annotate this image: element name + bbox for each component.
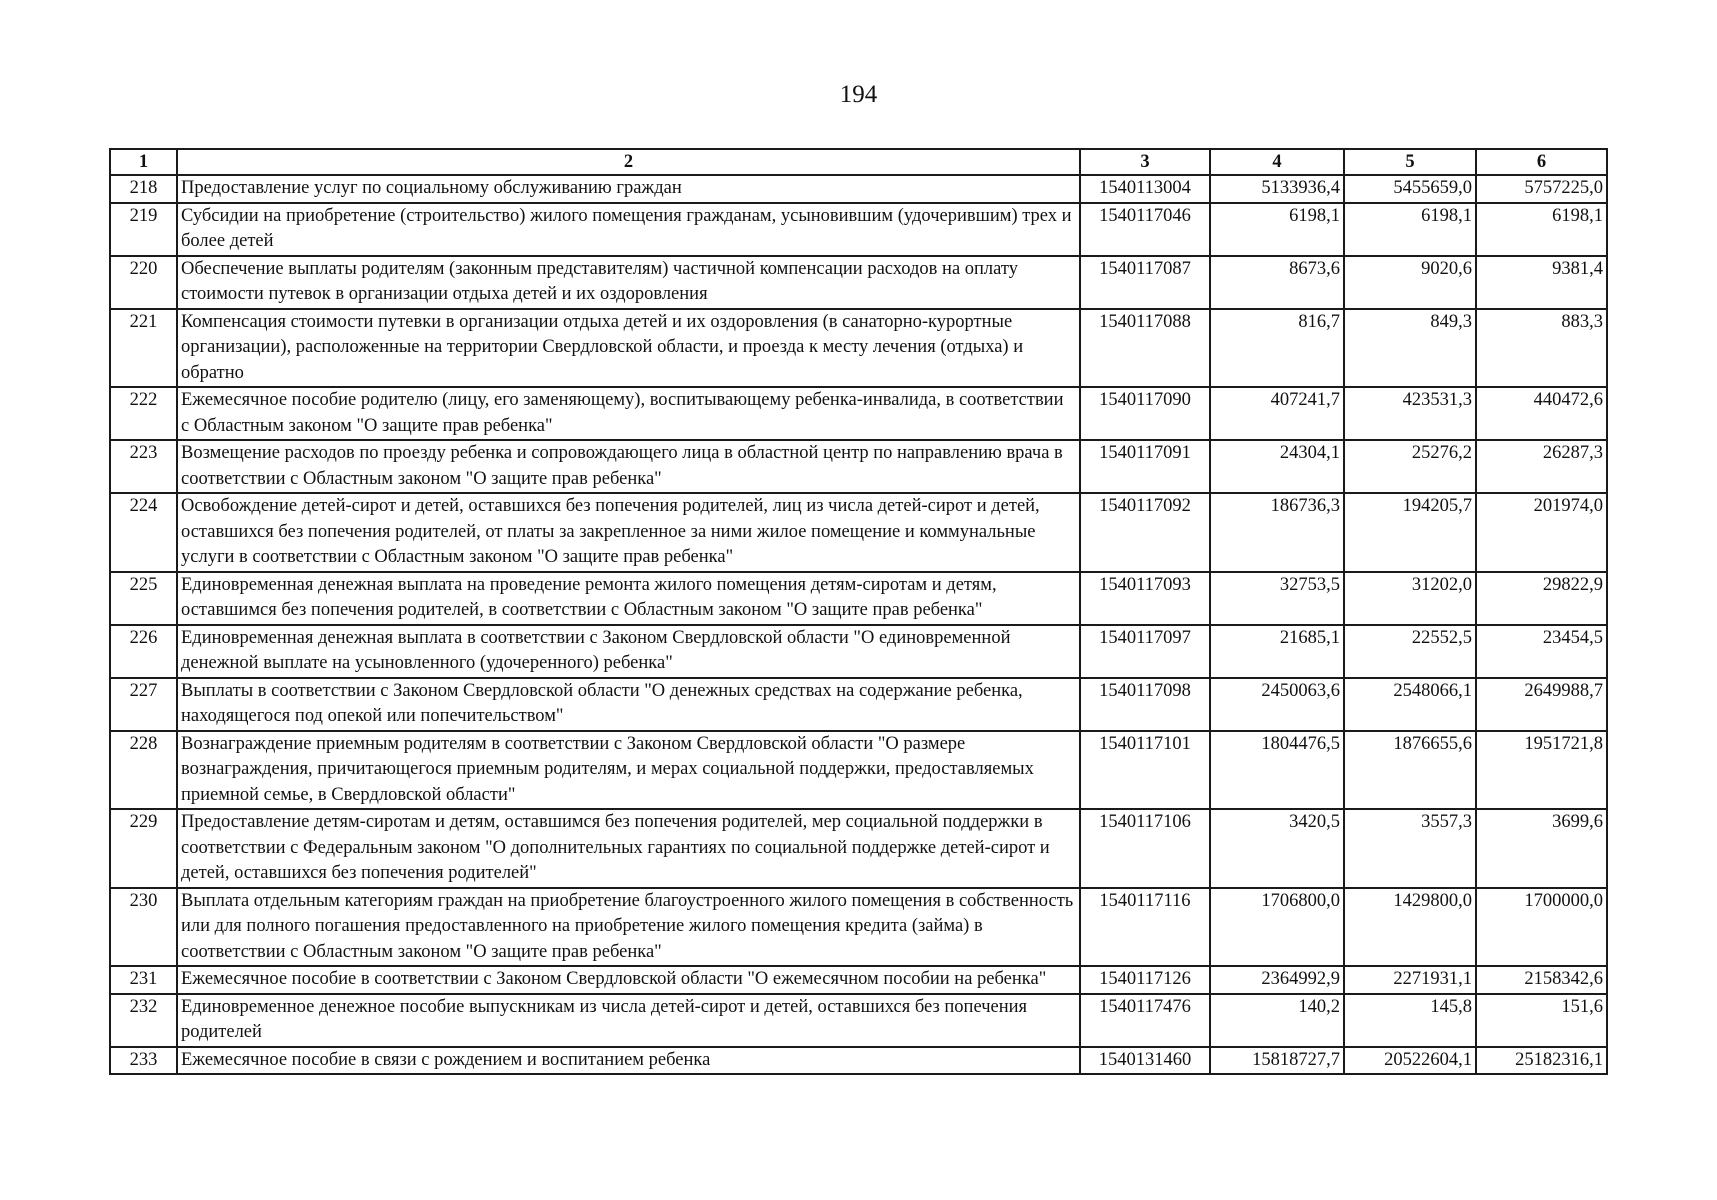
table-row — [110, 309, 1607, 388]
table-row — [110, 678, 1607, 731]
row-code: 1540117087 — [1080, 256, 1210, 309]
row-value-col5: 1429800,0 — [1344, 888, 1476, 967]
row-code: 1540117088 — [1080, 309, 1210, 388]
row-code: 1540117476 — [1080, 994, 1210, 1047]
row-value-col6: 5757225,0 — [1476, 175, 1607, 203]
row-description: Ежемесячное пособие в соответствии с Законом Свердловской области "О ежемесячном пособии на ребенка" — [177, 966, 1080, 994]
row-value-col6: 23454,5 — [1476, 625, 1607, 678]
header-col-4: 4 — [1210, 149, 1344, 175]
row-value-col5: 5455659,0 — [1344, 175, 1476, 203]
table-body — [110, 175, 1607, 1074]
header-col-2: 2 — [177, 149, 1080, 175]
row-number: 221 — [110, 309, 177, 388]
row-value-col5: 25276,2 — [1344, 440, 1476, 493]
row-description: Возмещение расходов по проезду ребенка и сопровождающего лица в областной центр по направлению врача в соответствии с Областным законом "О защите прав ребенка" — [177, 440, 1080, 493]
row-description: Ежемесячное пособие родителю (лицу, его заменяющему), воспитывающему ребенка-инвалида, в соответствии с Областным законом "О защите прав ребенка" — [177, 387, 1080, 440]
table-row — [110, 994, 1607, 1047]
row-value-col6: 883,3 — [1476, 309, 1607, 388]
table-header — [110, 149, 1607, 175]
row-number: 227 — [110, 678, 177, 731]
row-value-col5: 849,3 — [1344, 309, 1476, 388]
table-row — [110, 493, 1607, 572]
row-code: 1540117090 — [1080, 387, 1210, 440]
row-value-col4: 816,7 — [1210, 309, 1344, 388]
row-value-col4: 5133936,4 — [1210, 175, 1344, 203]
row-description: Обеспечение выплаты родителям (законным представителям) частичной компенсации расходов на оплату стоимости путевок в организации отдыха детей и их оздоровления — [177, 256, 1080, 309]
row-value-col6: 151,6 — [1476, 994, 1607, 1047]
table-row — [110, 888, 1607, 967]
row-value-col6: 1951721,8 — [1476, 731, 1607, 810]
header-row — [110, 149, 1607, 175]
row-number: 231 — [110, 966, 177, 994]
row-value-col5: 145,8 — [1344, 994, 1476, 1047]
table-row — [110, 440, 1607, 493]
row-value-col4: 24304,1 — [1210, 440, 1344, 493]
header-col-3: 3 — [1080, 149, 1210, 175]
row-value-col5: 9020,6 — [1344, 256, 1476, 309]
row-value-col5: 1876655,6 — [1344, 731, 1476, 810]
row-value-col5: 22552,5 — [1344, 625, 1476, 678]
row-code: 1540117092 — [1080, 493, 1210, 572]
row-value-col4: 186736,3 — [1210, 493, 1344, 572]
row-value-col4: 3420,5 — [1210, 809, 1344, 888]
row-value-col4: 2364992,9 — [1210, 966, 1344, 994]
row-value-col6: 29822,9 — [1476, 572, 1607, 625]
table-row — [110, 731, 1607, 810]
row-description: Предоставление детям-сиротам и детям, оставшимся без попечения родителей, мер социальной поддержки в соответствии с Федеральным законом "О дополнительных гарантиях по социальной поддержке детей-сирот и детей, оставшихся без попечения родителей" — [177, 809, 1080, 888]
row-value-col5: 2271931,1 — [1344, 966, 1476, 994]
row-code: 1540117093 — [1080, 572, 1210, 625]
row-value-col6: 2649988,7 — [1476, 678, 1607, 731]
row-description: Ежемесячное пособие в связи с рождением и воспитанием ребенка — [177, 1047, 1080, 1075]
row-value-col4: 2450063,6 — [1210, 678, 1344, 731]
row-value-col4: 32753,5 — [1210, 572, 1344, 625]
row-number: 229 — [110, 809, 177, 888]
row-code: 1540117106 — [1080, 809, 1210, 888]
row-value-col5: 20522604,1 — [1344, 1047, 1476, 1075]
row-number: 228 — [110, 731, 177, 810]
row-code: 1540117126 — [1080, 966, 1210, 994]
row-value-col5: 423531,3 — [1344, 387, 1476, 440]
row-value-col6: 26287,3 — [1476, 440, 1607, 493]
row-number: 233 — [110, 1047, 177, 1075]
row-value-col6: 25182316,1 — [1476, 1047, 1607, 1075]
row-value-col6: 1700000,0 — [1476, 888, 1607, 967]
row-description: Единовременная денежная выплата на проведение ремонта жилого помещения детям-сиротам и детям, оставшимся без попечения родителей, в соответствии с Областным законом "О защите прав ребенка" — [177, 572, 1080, 625]
row-value-col4: 140,2 — [1210, 994, 1344, 1047]
row-value-col4: 21685,1 — [1210, 625, 1344, 678]
table-row — [110, 572, 1607, 625]
row-description: Выплата отдельным категориям граждан на приобретение благоустроенного жилого помещения в собственность или для полного погашения предоставленного на приобретение жилого помещения кредита (займа) в соответствии с Областным законом "О защите прав ребенка" — [177, 888, 1080, 967]
row-value-col6: 6198,1 — [1476, 203, 1607, 256]
row-number: 218 — [110, 175, 177, 203]
row-number: 225 — [110, 572, 177, 625]
row-number: 219 — [110, 203, 177, 256]
row-value-col4: 15818727,7 — [1210, 1047, 1344, 1075]
row-code: 1540117097 — [1080, 625, 1210, 678]
budget-table — [109, 148, 1608, 1075]
row-description: Единовременная денежная выплата в соответствии с Законом Свердловской области "О единовременной денежной выплате на усыновленного (удочеренного) ребенка" — [177, 625, 1080, 678]
table-row — [110, 203, 1607, 256]
row-value-col4: 407241,7 — [1210, 387, 1344, 440]
table-row — [110, 625, 1607, 678]
row-value-col4: 8673,6 — [1210, 256, 1344, 309]
row-number: 224 — [110, 493, 177, 572]
row-description: Выплаты в соответствии с Законом Свердловской области "О денежных средствах на содержание ребенка, находящегося под опекой или попечительством" — [177, 678, 1080, 731]
row-code: 1540117046 — [1080, 203, 1210, 256]
row-description: Вознаграждение приемным родителям в соответствии с Законом Свердловской области "О размере вознаграждения, причитающегося приемным родителям, и мерах социальной поддержки, предоставляемых приемной семье, в Свердловской области" — [177, 731, 1080, 810]
row-code: 1540117098 — [1080, 678, 1210, 731]
row-value-col6: 2158342,6 — [1476, 966, 1607, 994]
row-description: Единовременное денежное пособие выпускникам из числа детей-сирот и детей, оставшихся без попечения родителей — [177, 994, 1080, 1047]
header-col-5: 5 — [1344, 149, 1476, 175]
row-description: Компенсация стоимости путевки в организации отдыха детей и их оздоровления (в санаторно-курортные организации), расположенные на территории Свердловской области, и проезда к месту лечения (отдыха) и обратно — [177, 309, 1080, 388]
row-number: 226 — [110, 625, 177, 678]
table-row — [110, 1047, 1607, 1075]
row-value-col5: 2548066,1 — [1344, 678, 1476, 731]
row-number: 230 — [110, 888, 177, 967]
row-number: 223 — [110, 440, 177, 493]
row-value-col4: 1706800,0 — [1210, 888, 1344, 967]
row-value-col5: 31202,0 — [1344, 572, 1476, 625]
table-row — [110, 387, 1607, 440]
table-row — [110, 809, 1607, 888]
table-row — [110, 966, 1607, 994]
row-code: 1540117116 — [1080, 888, 1210, 967]
row-value-col6: 3699,6 — [1476, 809, 1607, 888]
row-value-col4: 6198,1 — [1210, 203, 1344, 256]
row-number: 220 — [110, 256, 177, 309]
row-description: Предоставление услуг по социальному обслуживанию граждан — [177, 175, 1080, 203]
row-code: 1540113004 — [1080, 175, 1210, 203]
header-col-1: 1 — [110, 149, 177, 175]
row-number: 232 — [110, 994, 177, 1047]
table-row — [110, 175, 1607, 203]
row-value-col6: 9381,4 — [1476, 256, 1607, 309]
row-code: 1540117091 — [1080, 440, 1210, 493]
row-value-col5: 6198,1 — [1344, 203, 1476, 256]
row-value-col5: 3557,3 — [1344, 809, 1476, 888]
page-number: 194 — [839, 81, 878, 108]
row-value-col6: 440472,6 — [1476, 387, 1607, 440]
row-description: Субсидии на приобретение (строительство) жилого помещения гражданам, усыновившим (удочерившим) трех и более детей — [177, 203, 1080, 256]
table-row — [110, 256, 1607, 309]
row-code: 1540131460 — [1080, 1047, 1210, 1075]
row-code: 1540117101 — [1080, 731, 1210, 810]
row-number: 222 — [110, 387, 177, 440]
row-description: Освобождение детей-сирот и детей, оставшихся без попечения родителей, лиц из числа детей-сирот и детей, оставшихся без попечения родителей, от платы за закрепленное за ними жилое помещение и коммунальные услуги в соответствии с Областным законом "О защите прав ребенка" — [177, 493, 1080, 572]
row-value-col5: 194205,7 — [1344, 493, 1476, 572]
row-value-col4: 1804476,5 — [1210, 731, 1344, 810]
header-col-6: 6 — [1476, 149, 1607, 175]
row-value-col6: 201974,0 — [1476, 493, 1607, 572]
